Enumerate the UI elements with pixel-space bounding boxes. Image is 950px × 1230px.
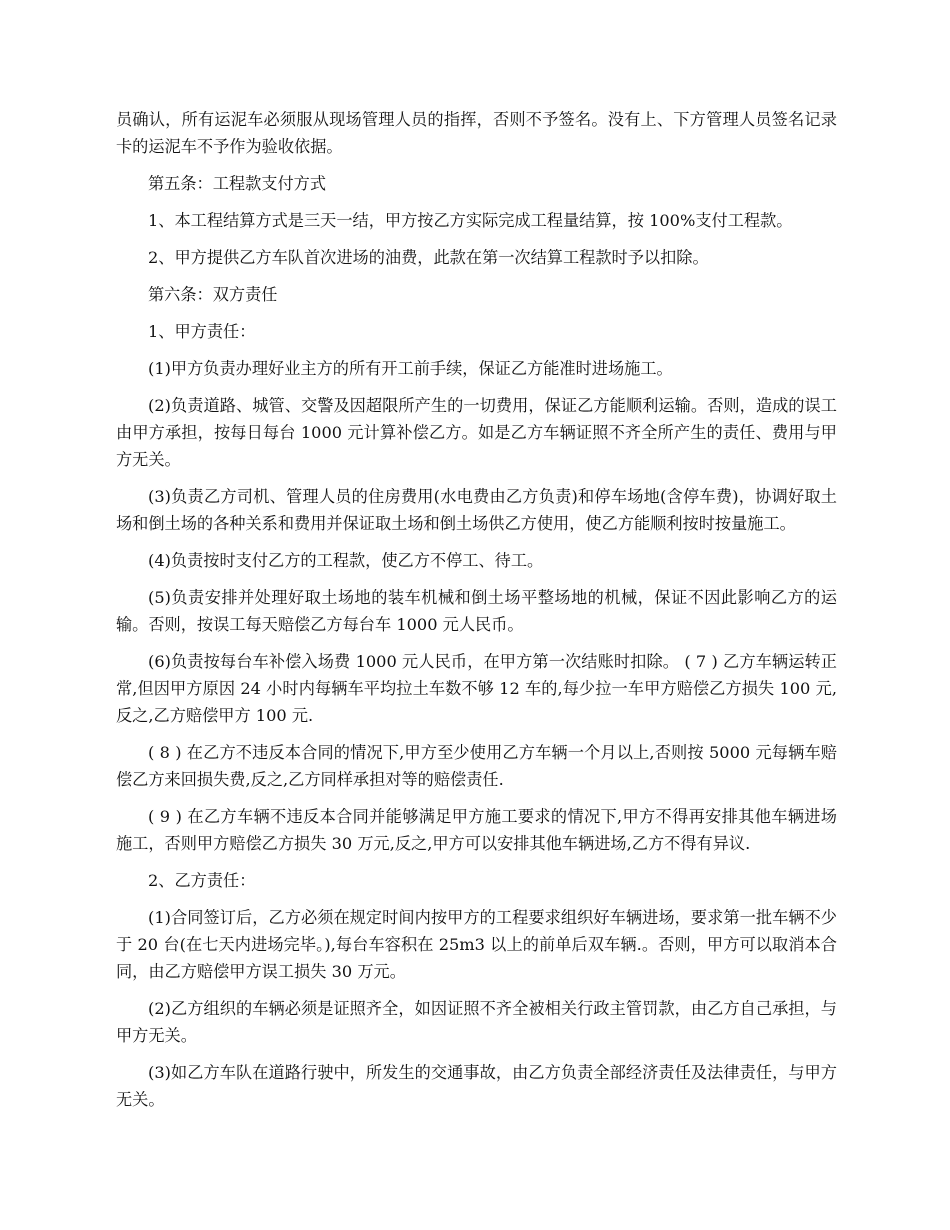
clause-a-1: (1)甲方负责办理好业主方的所有开工前手续，保证乙方能准时进场施工。 [148, 359, 673, 378]
clause-a-3: (3)负责乙方司机、管理人员的住房费用(水电费由乙方负责)和停车场地(含停车费)，协调好取土场和倒土场的各种关系和费用并保证取土场和倒土场供乙方使用，使乙方能顺利按时按量施工。 [116, 487, 837, 533]
subheading-party-b-duties: 2、乙方责任： [148, 871, 256, 890]
clause-b-2: (2)乙方组织的车辆必须是证照齐全，如因证照不齐全被相关行政主管罚款，由乙方自己承担，与甲方无关。 [116, 999, 837, 1045]
clause-a-9: ( 9 ) 在乙方车辆不违反本合同并能够满足甲方施工要求的情况下,甲方不得再安排其他车辆进场施工，否则甲方赔偿乙方损失 30 万元,反之,甲方可以安排其他车辆进场,乙方不得有异议. [116, 807, 837, 853]
paragraph-continuation: 员确认，所有运泥车必须服从现场管理人员的指挥，否则不予签名。没有上、下方管理人员签名记录卡的运泥车不予作为验收依据。 [116, 110, 837, 156]
section-heading-article-6: 第六条：双方责任 [148, 285, 278, 304]
clause-b-1: (1)合同签订后，乙方必须在规定时间内按甲方的工程要求组织好车辆进场，要求第一批车辆不少于 20 台(在七天内进场完毕。),每台车容积在 25m3 以上的前单后双车辆.。否则，甲方可以取消本合同，由乙方赔偿甲方误工损失 30 万元。 [116, 908, 837, 981]
clause-b-3: (3)如乙方车队在道路行驶中，所发生的交通事故，由乙方负责全部经济责任及法律责任，与甲方无关。 [116, 1063, 837, 1109]
clause-a-2: (2)负责道路、城管、交警及因超限所产生的一切费用，保证乙方能顺利运输。否则，造成的误工由甲方承担，按每日每台 1000 元计算补偿乙方。如是乙方车辆证照不齐全所产生的责任、费用与甲方无关。 [116, 396, 837, 469]
section-heading-article-5: 第五条：工程款支付方式 [148, 174, 327, 193]
paragraph-settlement-method: 1、本工程结算方式是三天一结，甲方按乙方实际完成工程量结算，按 100%支付工程款。 [148, 211, 793, 230]
subheading-party-a-duties: 1、甲方责任： [148, 322, 256, 341]
clause-a-4: (4)负责按时支付乙方的工程款，使乙方不停工、待工。 [148, 551, 544, 570]
clause-a-5: (5)负责安排并处理好取土场地的装车机械和倒土场平整场地的机械，保证不因此影响乙方的运输。否则，按误工每天赔偿乙方每台车 1000 元人民币。 [116, 588, 837, 634]
clause-a-8: ( 8 ) 在乙方不违反本合同的情况下,甲方至少使用乙方车辆一个月以上,否则按 5000 元每辆车赔偿乙方来回损失费,反之,乙方同样承担对等的赔偿责任. [116, 743, 837, 789]
paragraph-fuel-cost: 2、甲方提供乙方车队首次进场的油费，此款在第一次结算工程款时予以扣除。 [148, 248, 709, 267]
clause-a-6-7: (6)负责按每台车补偿入场费 1000 元人民币，在甲方第一次结账时扣除。 ( 7 ) 乙方车辆运转正常,但因甲方原因 24 小时内每辆车平均拉土车数不够 12 车的,每少拉一车甲方赔偿乙方损失 100 元,反之,乙方赔偿甲方 100 元. [116, 652, 837, 725]
